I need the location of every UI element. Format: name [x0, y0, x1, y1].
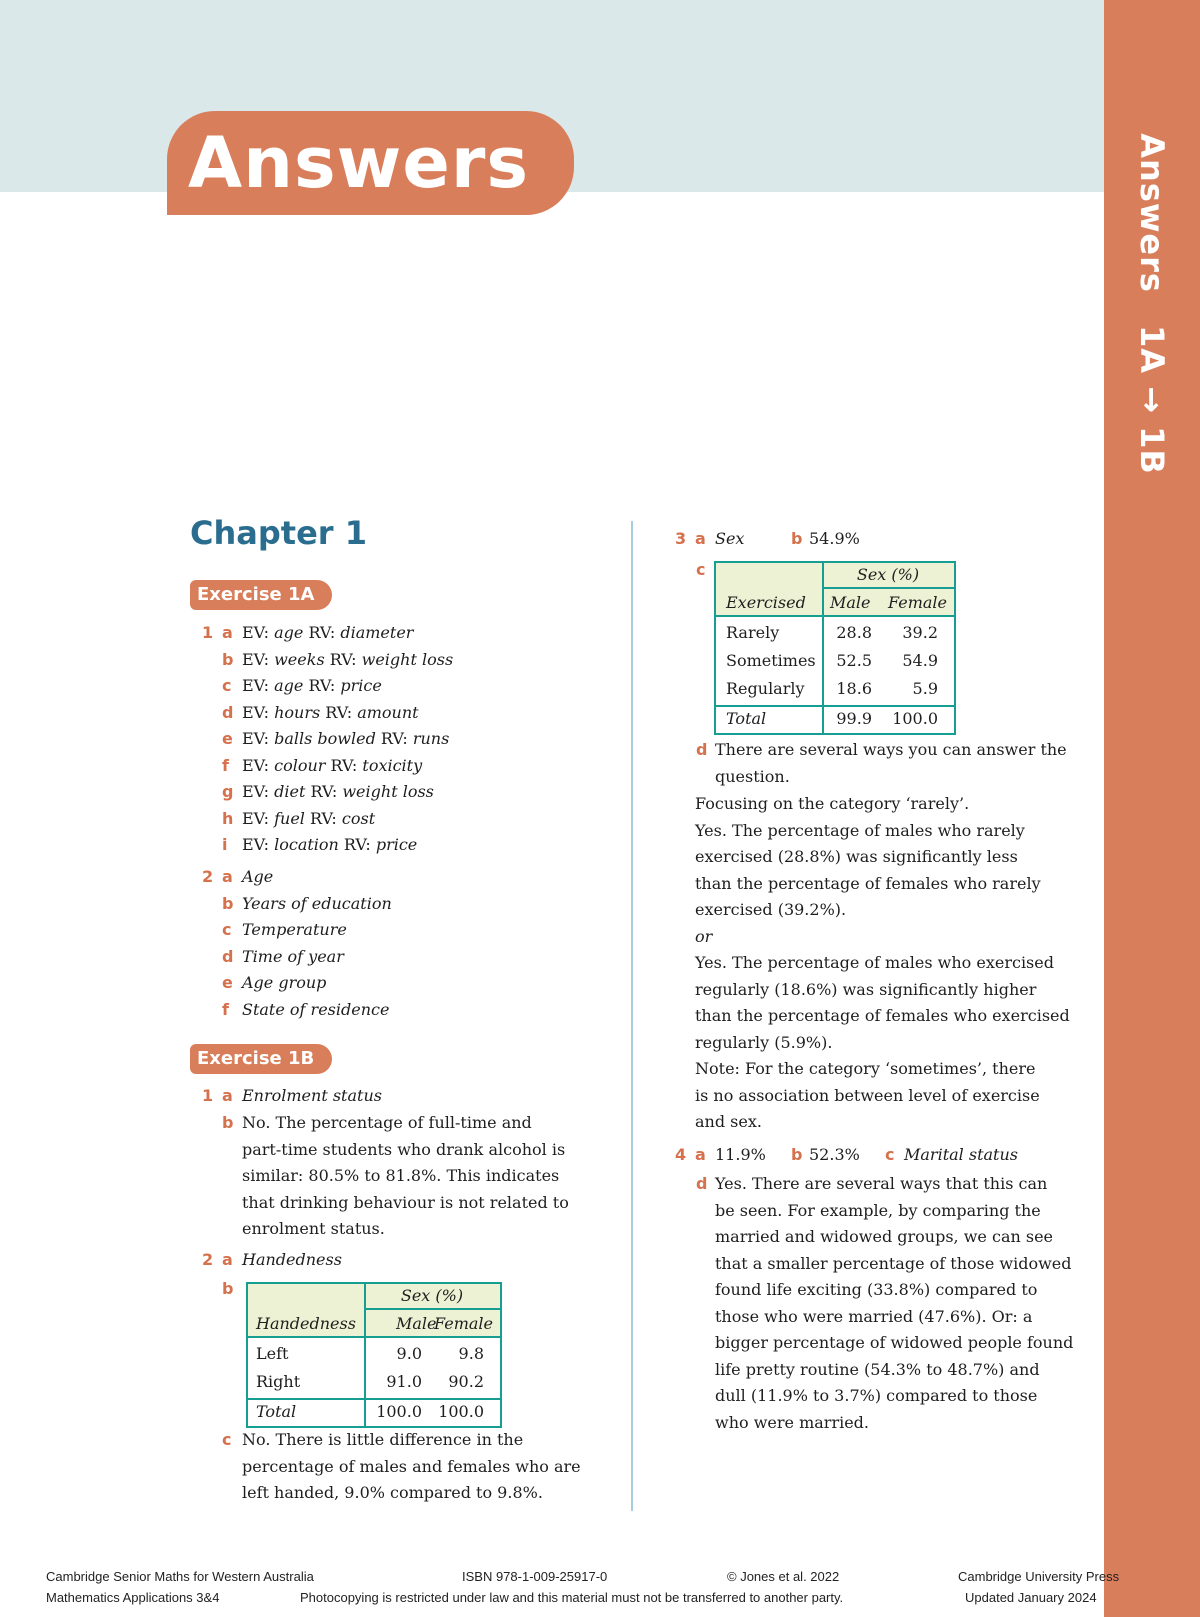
part-label: b [222, 1279, 234, 1298]
answer-line: and sex. [695, 1112, 762, 1131]
answer-line: Yes. The percentage of males who exercised [695, 953, 1054, 972]
answer-text: Temperature [242, 920, 347, 939]
table-row-label: Regularly [726, 679, 805, 698]
answer-line [242, 729, 449, 749]
ev-value: hours [274, 702, 321, 722]
table-divider [822, 587, 954, 589]
table-cell: 100.0 [892, 709, 938, 728]
part-label: b [791, 529, 803, 548]
answer-text: Age [242, 867, 274, 886]
table-group-header: Sex (%) [856, 565, 920, 584]
table-column-header: Female [888, 593, 947, 612]
table-column-header: Female [434, 1314, 493, 1333]
table-cell: 99.9 [836, 709, 872, 728]
part-label: a [222, 1250, 233, 1269]
part-label: a [222, 623, 233, 642]
footer-subtitle: Mathematics Applications 3&4 [46, 1590, 220, 1605]
answer-line [242, 623, 413, 643]
part-label: b [791, 1145, 803, 1164]
answer-line: life pretty routine (54.3% to 48.7%) and [715, 1359, 1040, 1379]
part-label: b [222, 649, 234, 669]
part-label: a [695, 529, 706, 548]
table-cell: 39.2 [902, 623, 938, 642]
part-label: e [222, 729, 233, 748]
handedness-table [246, 1282, 502, 1428]
part-label: c [696, 560, 706, 579]
question-number: 4 [675, 1145, 687, 1164]
answer-line: No. There is little difference in the [242, 1430, 524, 1449]
answer-line: Focusing on the category ‘rarely’. [695, 794, 970, 813]
rv-prefix: RV: [375, 729, 413, 748]
rv-value: weight loss [361, 649, 454, 669]
column-divider [631, 521, 633, 1511]
rv-value: amount [357, 702, 419, 722]
ev-prefix: EV: [242, 676, 275, 695]
answer-line: enrolment status. [242, 1219, 385, 1238]
part-label: d [696, 740, 708, 759]
page-title: Answers [188, 122, 530, 204]
rv-value: toxicity [362, 755, 423, 775]
answer-line: dull (11.9% to 3.7%) compared to those [715, 1386, 1038, 1405]
answer-text: Enrolment status [242, 1086, 382, 1105]
answer-text: Age group [242, 973, 327, 992]
table-cell: 100.0 [438, 1402, 484, 1421]
part-label: b [222, 1113, 234, 1132]
ev-value: diet [274, 782, 306, 801]
rv-prefix: RV: [338, 835, 376, 854]
answer-line: question. [715, 766, 790, 786]
answer-line: than the percentage of females who exercised [695, 1006, 1070, 1025]
ev-value: age [274, 676, 304, 695]
table-total-label: Total [256, 1402, 297, 1421]
answer-line: Note: For the category ‘sometimes’, there [695, 1059, 1036, 1078]
answer-line: percentage of males and females who are [242, 1456, 581, 1476]
table-divider [364, 1308, 500, 1310]
part-label: d [696, 1174, 708, 1193]
ev-prefix: EV: [242, 835, 275, 854]
question-number: 2 [202, 867, 214, 886]
ev-prefix: EV: [242, 702, 275, 722]
answer-line: part-time students who drank alcohol is [242, 1139, 566, 1159]
footer-isbn: ISBN 978-1-009-25917-0 [462, 1569, 608, 1584]
answer-line [242, 703, 419, 723]
part-label: b [222, 893, 234, 913]
rv-prefix: RV: [325, 755, 363, 775]
part-label: f [222, 999, 229, 1019]
ev-value: location [274, 835, 339, 854]
answer-text: 11.9% [715, 1145, 766, 1164]
answer-line: There are several ways you can answer the [715, 740, 1067, 759]
table-cell: 100.0 [376, 1402, 422, 1421]
part-label: g [222, 782, 234, 801]
ev-value: balls bowled [274, 729, 376, 748]
footer-copyright: © Jones et al. 2022 [727, 1569, 840, 1584]
table-cell: 9.0 [396, 1344, 422, 1363]
ev-prefix: EV: [242, 808, 275, 828]
ev-prefix: EV: [242, 729, 275, 748]
answer-line [242, 782, 434, 802]
question-number: 3 [675, 529, 687, 548]
answer-line: exercised (28.8%) was significantly less [695, 847, 1018, 866]
rv-prefix: RV: [304, 808, 342, 828]
answer-line [242, 676, 382, 696]
footer-updated: Updated January 2024 [965, 1590, 1097, 1605]
answer-line: left handed, 9.0% compared to 9.8%. [242, 1483, 543, 1502]
ev-value: weeks [274, 649, 325, 669]
answer-line: regularly (18.6%) was significantly higher [695, 979, 1037, 999]
footer-publisher: Cambridge University Press [958, 1569, 1120, 1584]
answer-line: regularly (5.9%). [695, 1032, 833, 1052]
table-total-label: Total [726, 709, 767, 728]
answer-line: Yes. The percentage of males who rarely [695, 820, 1025, 840]
rv-prefix: RV: [324, 649, 362, 669]
rv-value: weight loss [342, 782, 434, 801]
question-number: 1 [202, 1086, 214, 1105]
answer-text: Time of year [242, 946, 344, 966]
exercise-1b-heading: Exercise 1B [190, 1044, 332, 1074]
answer-line: who were married. [715, 1412, 870, 1432]
table-column-header: Male [830, 593, 871, 612]
exercise-1a-heading: Exercise 1A [190, 580, 332, 610]
answer-text: State of residence [242, 999, 390, 1019]
part-label: c [222, 676, 232, 695]
side-tab-text [1133, 133, 1171, 506]
part-label: d [222, 702, 234, 722]
table-cell: 9.8 [458, 1344, 484, 1363]
ev-prefix: EV: [242, 755, 275, 775]
part-label: c [222, 1430, 232, 1449]
footer-notice: Photocopying is restricted under law and this material must not be transferred to another party. [300, 1590, 844, 1605]
table-cell: 28.8 [836, 623, 872, 642]
ev-prefix: EV: [242, 649, 275, 669]
part-label: a [222, 867, 233, 886]
answer-text: 52.3% [809, 1145, 860, 1164]
part-label: e [222, 973, 233, 992]
table-group-header: Sex (%) [400, 1286, 464, 1305]
answer-text: Sex [715, 529, 745, 548]
table-row-header: Exercised [726, 593, 806, 612]
answer-line [242, 809, 375, 829]
answer-line [242, 756, 422, 776]
rv-prefix: RV: [303, 676, 341, 695]
part-label: a [695, 1145, 706, 1164]
answer-text: Handedness [242, 1250, 342, 1269]
table-row-label: Sometimes [726, 651, 816, 670]
table-cell: 5.9 [912, 679, 938, 698]
answer-line: found life exciting (33.8%) compared to [715, 1280, 1038, 1299]
rv-value: runs [412, 729, 450, 748]
answer-line: than the percentage of females who rarely [695, 873, 1041, 893]
part-label: f [222, 755, 229, 775]
answer-line: No. The percentage of full-time and [242, 1113, 532, 1132]
answer-line: that drinking behaviour is not related to [242, 1192, 569, 1212]
question-number: 2 [202, 1250, 214, 1269]
table-divider [716, 705, 954, 707]
answer-line: bigger percentage of widowed people found [715, 1333, 1074, 1352]
answer-line: exercised (39.2%). [695, 900, 847, 919]
table-cell: 90.2 [448, 1372, 484, 1391]
ev-value: age [274, 623, 304, 642]
answer-line: married and widowed groups, we can see [715, 1227, 1054, 1246]
part-label: h [222, 808, 234, 828]
table-column-header: Male [396, 1314, 437, 1333]
table-cell: 52.5 [836, 651, 872, 670]
chapter-title: Chapter 1 [190, 514, 367, 552]
part-label: i [222, 835, 228, 854]
table-cell: 54.9 [902, 651, 938, 670]
rv-prefix: RV: [320, 702, 358, 722]
part-label: a [222, 1086, 233, 1105]
rv-prefix: RV: [305, 782, 343, 801]
answer-text: Marital status [904, 1145, 1018, 1164]
answer-line: those who were married (47.6%). Or: a [715, 1306, 1033, 1326]
ev-prefix: EV: [242, 782, 275, 801]
table-row-label: Left [256, 1344, 289, 1363]
question-number: 1 [202, 623, 214, 642]
rv-value: price [340, 676, 382, 695]
ev-value: fuel [274, 808, 305, 828]
answer-line [242, 835, 417, 855]
part-label: d [222, 946, 234, 966]
table-divider [248, 1398, 500, 1400]
part-label: c [885, 1145, 895, 1164]
answer-line: that a smaller percentage of those widowed [715, 1253, 1072, 1273]
table-row-label: Right [256, 1372, 301, 1391]
side-tab-title: Answers [1133, 133, 1171, 293]
footer-book-title: Cambridge Senior Maths for Western Australia [46, 1569, 314, 1584]
part-label: c [222, 920, 232, 939]
answer-line: is no association between level of exercise [695, 1085, 1040, 1105]
table-cell: 91.0 [386, 1372, 422, 1391]
ev-prefix: EV: [242, 623, 275, 642]
answer-line: Yes. There are several ways that this can [715, 1174, 1048, 1193]
answer-line: be seen. For example, by comparing the [715, 1200, 1041, 1220]
rv-prefix: RV: [303, 623, 341, 642]
rv-value: price [375, 835, 418, 854]
rv-value: cost [341, 808, 376, 828]
answer-text: Years of education [242, 893, 392, 913]
ev-value: colour [274, 755, 326, 775]
answer-text: 54.9% [809, 529, 860, 548]
table-cell: 18.6 [836, 679, 872, 698]
answer-line: or [695, 926, 713, 946]
rv-value: diameter [340, 623, 414, 642]
side-tab-range: 1A → 1B [1133, 324, 1171, 475]
table-row-header: Handedness [256, 1314, 356, 1333]
answer-line [242, 650, 453, 670]
table-row-label: Rarely [726, 623, 780, 642]
exercise-table [714, 561, 956, 735]
answer-line: similar: 80.5% to 81.8%. This indicates [242, 1166, 560, 1185]
